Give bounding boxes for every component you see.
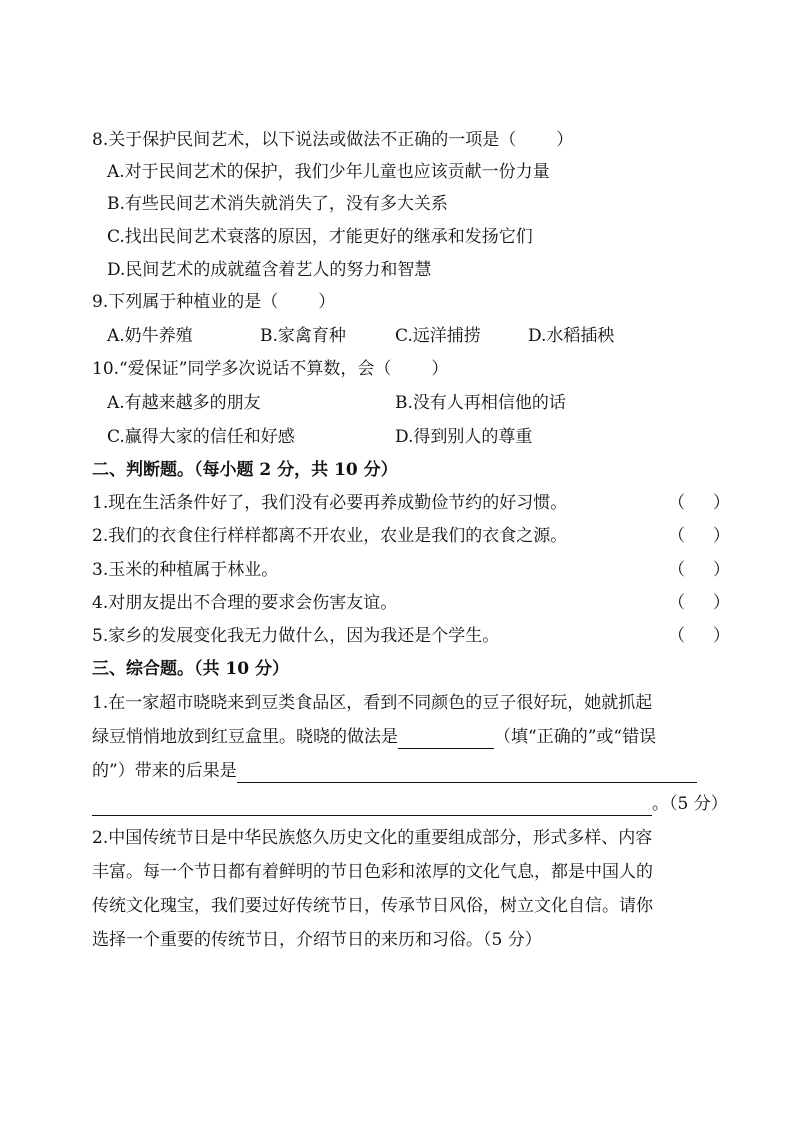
tf-answer-1[interactable]: （ ） bbox=[668, 493, 730, 513]
q8-option-d: D.民间艺术的成就蕴含着艺人的努力和智慧 bbox=[107, 260, 432, 280]
s3-q1-blank-2[interactable] bbox=[237, 762, 697, 783]
s3-q2-line2: 丰富。每一个节日都有着鲜明的节日色彩和浓厚的文化气息，都是中国人的 bbox=[92, 862, 653, 882]
s3-q2-line4: 选择一个重要的传统节日，介绍节日的来历和习俗。（5 分） bbox=[92, 930, 542, 950]
tf-item-1: 1.现在生活条件好了，我们没有必要再养成勤俭节约的好习惯。 bbox=[92, 493, 568, 513]
q9-option-a: A.奶牛养殖 bbox=[107, 326, 193, 346]
q8-option-c: C.找出民间艺术衰落的原因，才能更好的继承和发扬它们 bbox=[107, 227, 533, 247]
section3-title: 三、综合题。（共 10 分） bbox=[92, 659, 289, 679]
q10-option-c: C.赢得大家的信任和好感 bbox=[107, 427, 295, 447]
q8-stem: 8.关于保护民间艺术，以下说法或做法不正确的一项是（ ） bbox=[92, 130, 574, 150]
q10-stem: 10.“爱保证”同学多次说话不算数，会（ ） bbox=[92, 359, 449, 379]
tf-answer-3[interactable]: （ ） bbox=[668, 560, 730, 580]
q10-option-d: D.得到别人的尊重 bbox=[395, 427, 533, 447]
tf-answer-5[interactable]: （ ） bbox=[668, 626, 730, 646]
tf-item-2: 2.我们的衣食住行样样都离不开农业，农业是我们的衣食之源。 bbox=[92, 526, 568, 546]
tf-item-4: 4.对朋友提出不合理的要求会伤害友谊。 bbox=[92, 593, 398, 613]
q9-option-c: C.远洋捕捞 bbox=[395, 326, 481, 346]
q9-stem: 9.下列属于种植业的是（ ） bbox=[92, 292, 336, 312]
q8-option-b: B.有些民间艺术消失就消失了，没有多大关系 bbox=[107, 194, 448, 214]
tf-item-5: 5.家乡的发展变化我无力做什么，因为我还是个学生。 bbox=[92, 626, 500, 646]
s3-q2-line1: 2.中国传统节日是中华民族悠久历史文化的重要组成部分，形式多样、内容 bbox=[92, 828, 653, 848]
s3-q1-line2: 绿豆悄悄地放到红豆盒里。晓晓的做法是 （填“正确的”或“错误 bbox=[92, 727, 657, 747]
q9-option-b: B.家禽育种 bbox=[260, 326, 346, 346]
s3-q1-line3: 的”）带来的后果是 bbox=[92, 759, 728, 783]
s3-q1-line1: 1.在一家超市晓晓来到豆类食品区，看到不同颜色的豆子很好玩，她就抓起 bbox=[92, 693, 653, 713]
tf-answer-4[interactable]: （ ） bbox=[668, 593, 730, 613]
q8-option-a: A.对于民间艺术的保护，我们少年儿童也应该贡献一份力量 bbox=[107, 162, 550, 182]
section2-title: 二、判断题。（每小题 2 分，共 10 分） bbox=[92, 460, 398, 480]
tf-item-3: 3.玉米的种植属于林业。 bbox=[92, 560, 279, 580]
tf-answer-2[interactable]: （ ） bbox=[668, 526, 730, 546]
s3-q1-line4: 。（5 分） bbox=[92, 792, 728, 816]
s3-q2-line3: 传统文化瑰宝，我们要过好传统节日，传承节日风俗，树立文化自信。请你 bbox=[92, 896, 653, 916]
s3-q1-blank-1[interactable] bbox=[398, 728, 494, 749]
q10-option-b: B.没有人再相信他的话 bbox=[395, 393, 566, 413]
q9-option-d: D.水稻插秧 bbox=[528, 326, 615, 346]
q10-option-a: A.有越来越多的朋友 bbox=[107, 393, 261, 413]
s3-q1-blank-3[interactable] bbox=[92, 795, 652, 816]
